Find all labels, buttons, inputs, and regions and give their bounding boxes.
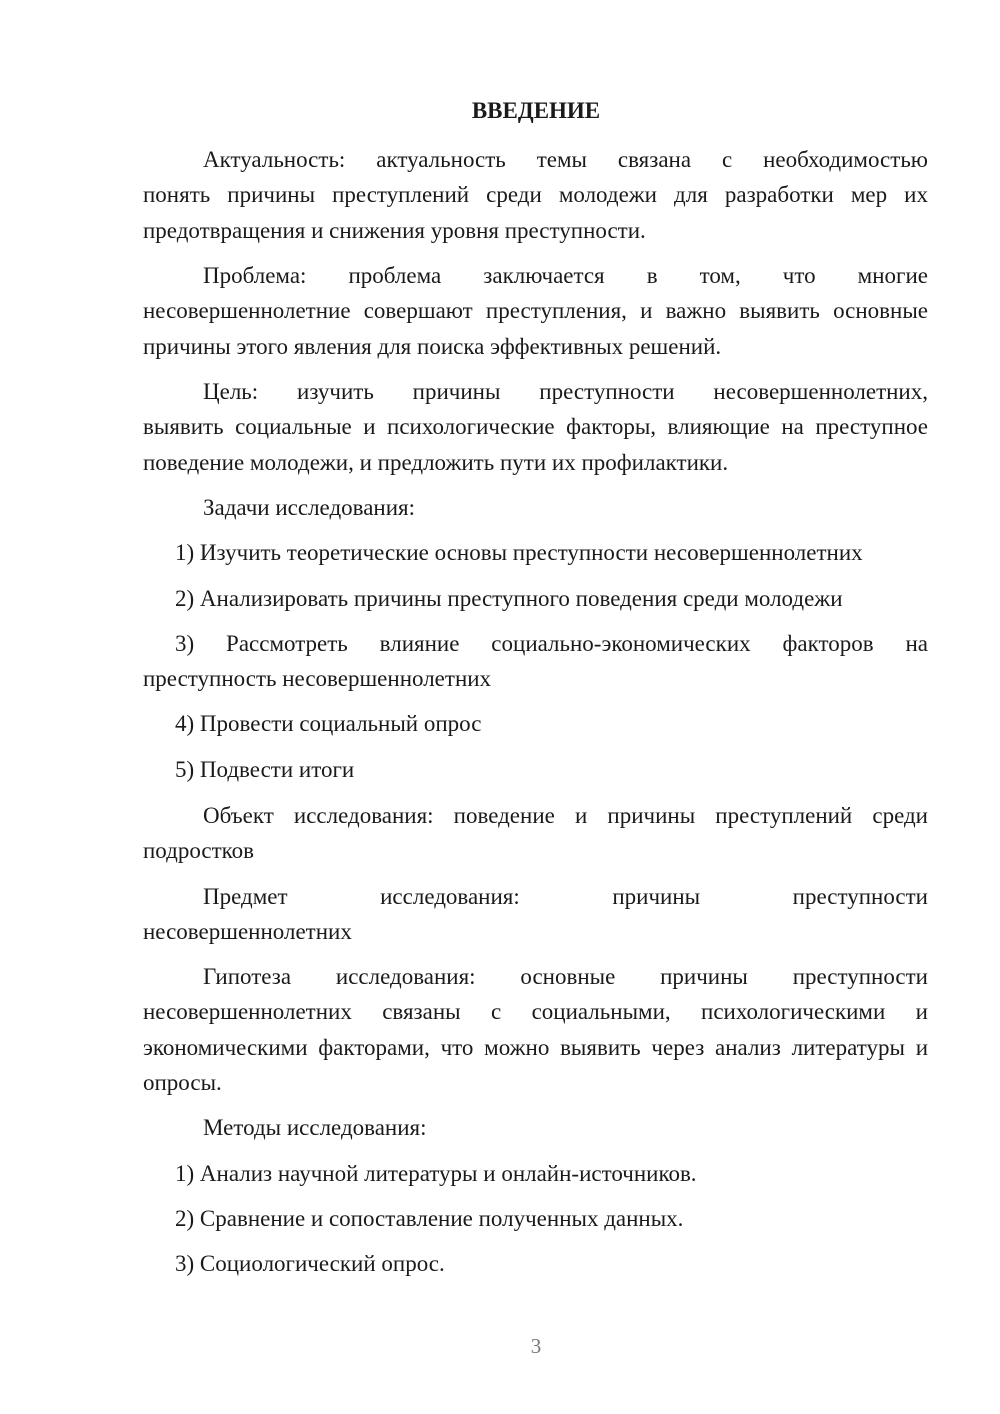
problem-first-line: Проблема: проблема заключается в том, что многие — [203, 263, 928, 288]
task-item-1: 1) Изучить теоретические основы преступности несовершеннолетних — [175, 540, 863, 565]
object-paragraph — [143, 798, 928, 869]
task-item-3-rest: преступность несовершеннолетних — [143, 666, 492, 691]
page-title: ВВЕДЕНИЕ — [471, 98, 601, 123]
problem-paragraph — [143, 258, 928, 364]
task-item-4: 4) Провести социальный опрос — [175, 711, 482, 736]
problem-rest: несовершеннолетние совершают преступления, и важно выявить основные причины этого явления для поиска эффективных решений. — [143, 298, 928, 359]
task-item-3 — [143, 626, 928, 696]
goal-first-line: Цель: изучить причины преступности несовершеннолетних, — [203, 379, 928, 404]
hypothesis-first-line: Гипотеза исследования: основные причины преступности — [203, 964, 928, 989]
subject-paragraph — [143, 879, 928, 950]
goal-paragraph — [143, 374, 928, 480]
page-number: 3 — [530, 1334, 542, 1358]
tasks-heading: Задачи исследования: — [203, 495, 416, 520]
method-item-1: 1) Анализ научной литературы и онлайн-источников. — [175, 1161, 697, 1186]
relevance-paragraph — [143, 142, 928, 248]
subject-rest: несовершеннолетних — [143, 919, 352, 945]
method-item-2: 2) Сравнение и сопоставление полученных данных. — [175, 1206, 684, 1231]
relevance-first-line: Актуальность: актуальность темы связана с необходимостью — [203, 147, 928, 172]
task-item-3-first-line: 3) Рассмотреть влияние социально-экономических факторов на — [175, 631, 928, 656]
hypothesis-rest: несовершеннолетних связаны с социальными, психологическими и экономическими факторами, что можно выявить через анализ литературы и опросы. — [143, 999, 928, 1095]
task-item-5: 5) Подвести итоги — [175, 757, 355, 782]
hypothesis-paragraph — [143, 959, 928, 1100]
relevance-rest: понять причины преступлений среди молодежи для разработки мер их предотвращения и снижения уровня преступности. — [143, 182, 928, 243]
subject-first-line: Предмет исследования: причины преступности — [203, 884, 928, 909]
goal-rest: выявить социальные и психологические факторы, влияющие на преступное поведение молодежи, и предложить пути их профилактики. — [143, 414, 928, 475]
method-item-3: 3) Социологический опрос. — [175, 1251, 445, 1276]
task-item-2: 2) Анализировать причины преступного поведения среди молодежи — [175, 586, 843, 611]
object-first-line: Объект исследования: поведение и причины преступлений среди — [203, 803, 928, 828]
methods-heading: Методы исследования: — [203, 1115, 427, 1140]
object-rest: подростков — [143, 838, 255, 864]
